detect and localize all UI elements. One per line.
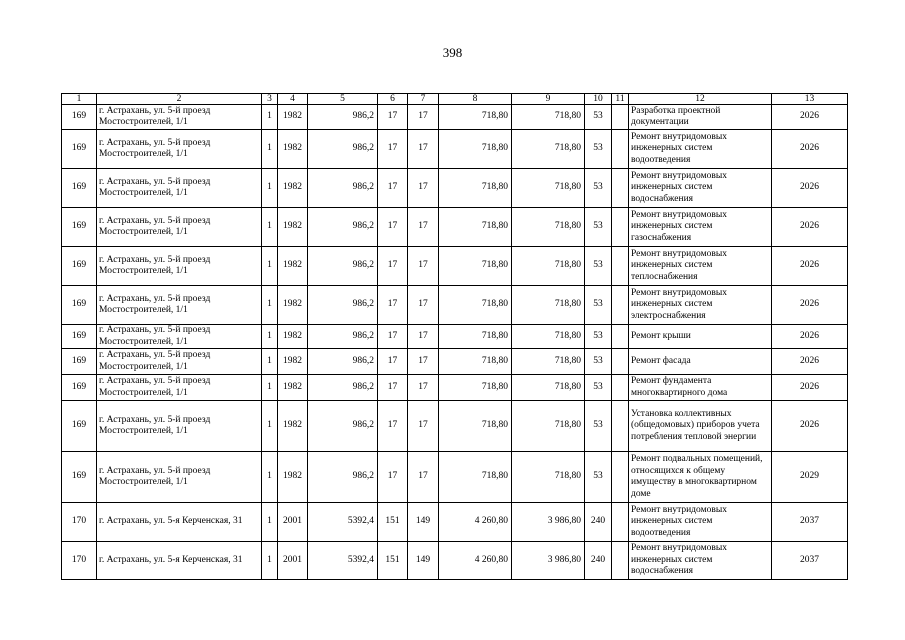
address-cell: г. Астрахань, ул. 5-й проезд Мостостроителей, 1/1: [97, 452, 262, 503]
col10-cell: 53: [585, 452, 612, 503]
col9-cell: 718,80: [512, 208, 585, 247]
work-type-cell: Ремонт фасада: [629, 349, 772, 375]
table-row: [62, 169, 848, 208]
col7-cell: 17: [408, 208, 439, 247]
year-cell: 1982: [278, 208, 308, 247]
work-type-cell: Ремонт внутридомовых инженерных систем водоснабжения: [629, 542, 772, 580]
col9-cell: 718,80: [512, 325, 585, 349]
year-cell: 1982: [278, 349, 308, 375]
address-cell: г. Астрахань, ул. 5-й проезд Мостостроителей, 1/1: [97, 375, 262, 401]
year-of-work-cell: 2026: [772, 286, 848, 325]
area-cell: 5392,4: [308, 503, 378, 542]
col3-cell: 1: [262, 542, 278, 580]
col6-cell: 17: [378, 286, 408, 325]
col9-cell: 718,80: [512, 286, 585, 325]
address-cell: г. Астрахань, ул. 5-й проезд Мостостроителей, 1/1: [97, 325, 262, 349]
row-number-cell: 169: [62, 375, 97, 401]
col11-cell: [612, 247, 629, 286]
table-row: [62, 286, 848, 325]
col9-cell: 718,80: [512, 375, 585, 401]
col8-cell: 718,80: [439, 375, 512, 401]
work-type-cell: Ремонт внутридомовых инженерных систем водоотведения: [629, 130, 772, 169]
col6-cell: 17: [378, 247, 408, 286]
year-cell: 2001: [278, 503, 308, 542]
year-of-work-cell: 2026: [772, 105, 848, 130]
col11-cell: [612, 325, 629, 349]
table-row: [62, 542, 848, 580]
col9-cell: 718,80: [512, 169, 585, 208]
col6-cell: 17: [378, 325, 408, 349]
col3-cell: 1: [262, 325, 278, 349]
col10-cell: 53: [585, 130, 612, 169]
year-of-work-cell: 2029: [772, 452, 848, 503]
col8-cell: 718,80: [439, 105, 512, 130]
work-type-cell: Ремонт внутридомовых инженерных систем водоснабжения: [629, 169, 772, 208]
col9-cell: 718,80: [512, 105, 585, 130]
column-number: 8: [439, 94, 512, 105]
col7-cell: 17: [408, 325, 439, 349]
col11-cell: [612, 375, 629, 401]
column-number: 13: [772, 94, 848, 105]
col6-cell: 17: [378, 349, 408, 375]
work-type-cell: Ремонт внутридомовых инженерных систем теплоснабжения: [629, 247, 772, 286]
column-number: 11: [612, 94, 629, 105]
col8-cell: 4 260,80: [439, 542, 512, 580]
work-type-cell: Разработка проектной документации: [629, 105, 772, 130]
row-number-cell: 169: [62, 325, 97, 349]
address-cell: г. Астрахань, ул. 5-й проезд Мостостроителей, 1/1: [97, 169, 262, 208]
area-cell: 986,2: [308, 325, 378, 349]
year-of-work-cell: 2026: [772, 130, 848, 169]
address-cell: г. Астрахань, ул. 5-й проезд Мостостроителей, 1/1: [97, 401, 262, 452]
col3-cell: 1: [262, 169, 278, 208]
col10-cell: 53: [585, 208, 612, 247]
work-type-cell: Ремонт фундамента многоквартирного дома: [629, 375, 772, 401]
year-of-work-cell: 2037: [772, 503, 848, 542]
area-cell: 986,2: [308, 286, 378, 325]
area-cell: 986,2: [308, 247, 378, 286]
table-row: [62, 130, 848, 169]
address-cell: г. Астрахань, ул. 5-й проезд Мостостроителей, 1/1: [97, 286, 262, 325]
col10-cell: 53: [585, 325, 612, 349]
col6-cell: 17: [378, 105, 408, 130]
col9-cell: 718,80: [512, 247, 585, 286]
year-cell: 1982: [278, 375, 308, 401]
address-cell: г. Астрахань, ул. 5-я Керченская, 31: [97, 503, 262, 542]
col3-cell: 1: [262, 105, 278, 130]
row-number-cell: 169: [62, 105, 97, 130]
col8-cell: 718,80: [439, 130, 512, 169]
col10-cell: 53: [585, 375, 612, 401]
col10-cell: 53: [585, 247, 612, 286]
row-number-cell: 169: [62, 130, 97, 169]
col11-cell: [612, 401, 629, 452]
col8-cell: 718,80: [439, 169, 512, 208]
col11-cell: [612, 503, 629, 542]
col6-cell: 151: [378, 503, 408, 542]
col3-cell: 1: [262, 452, 278, 503]
column-number: 12: [629, 94, 772, 105]
col6-cell: 17: [378, 208, 408, 247]
col8-cell: 718,80: [439, 452, 512, 503]
table-row: [62, 375, 848, 401]
col10-cell: 53: [585, 349, 612, 375]
col9-cell: 718,80: [512, 349, 585, 375]
row-number-cell: 169: [62, 349, 97, 375]
column-number: 1: [62, 94, 97, 105]
col10-cell: 53: [585, 105, 612, 130]
col11-cell: [612, 208, 629, 247]
column-number-row: [62, 94, 848, 105]
year-of-work-cell: 2026: [772, 349, 848, 375]
col11-cell: [612, 105, 629, 130]
col6-cell: 17: [378, 452, 408, 503]
col7-cell: 149: [408, 542, 439, 580]
table-row: [62, 503, 848, 542]
column-number: 9: [512, 94, 585, 105]
work-type-cell: Ремонт внутридомовых инженерных систем водоотведения: [629, 503, 772, 542]
area-cell: 986,2: [308, 130, 378, 169]
table-row: [62, 105, 848, 130]
year-of-work-cell: 2026: [772, 247, 848, 286]
col8-cell: 718,80: [439, 401, 512, 452]
year-cell: 1982: [278, 325, 308, 349]
col8-cell: 718,80: [439, 349, 512, 375]
work-type-cell: Ремонт внутридомовых инженерных систем электроснабжения: [629, 286, 772, 325]
table-row: [62, 247, 848, 286]
table-row: [62, 208, 848, 247]
row-number-cell: 170: [62, 503, 97, 542]
col10-cell: 240: [585, 542, 612, 580]
col10-cell: 240: [585, 503, 612, 542]
col9-cell: 718,80: [512, 130, 585, 169]
year-cell: 2001: [278, 542, 308, 580]
table-row: [62, 325, 848, 349]
table-row: [62, 401, 848, 452]
row-number-cell: 170: [62, 542, 97, 580]
col8-cell: 718,80: [439, 325, 512, 349]
col8-cell: 718,80: [439, 208, 512, 247]
table-row: [62, 452, 848, 503]
col11-cell: [612, 542, 629, 580]
col7-cell: 17: [408, 375, 439, 401]
col9-cell: 718,80: [512, 401, 585, 452]
col7-cell: 17: [408, 452, 439, 503]
col6-cell: 151: [378, 542, 408, 580]
col11-cell: [612, 130, 629, 169]
area-cell: 986,2: [308, 401, 378, 452]
area-cell: 986,2: [308, 452, 378, 503]
year-cell: 1982: [278, 286, 308, 325]
col10-cell: 53: [585, 169, 612, 208]
col11-cell: [612, 169, 629, 208]
year-of-work-cell: 2026: [772, 208, 848, 247]
area-cell: 986,2: [308, 349, 378, 375]
col11-cell: [612, 286, 629, 325]
year-cell: 1982: [278, 401, 308, 452]
row-number-cell: 169: [62, 169, 97, 208]
col8-cell: 4 260,80: [439, 503, 512, 542]
row-number-cell: 169: [62, 452, 97, 503]
area-cell: 5392,4: [308, 542, 378, 580]
work-type-cell: Ремонт внутридомовых инженерных систем газоснабжения: [629, 208, 772, 247]
col10-cell: 53: [585, 401, 612, 452]
work-type-cell: Установка коллективных (общедомовых) приборов учета потребления тепловой энергии: [629, 401, 772, 452]
col11-cell: [612, 349, 629, 375]
area-cell: 986,2: [308, 375, 378, 401]
col7-cell: 17: [408, 349, 439, 375]
year-cell: 1982: [278, 169, 308, 208]
year-cell: 1982: [278, 247, 308, 286]
address-cell: г. Астрахань, ул. 5-я Керченская, 31: [97, 542, 262, 580]
col9-cell: 3 986,80: [512, 542, 585, 580]
area-cell: 986,2: [308, 208, 378, 247]
col7-cell: 17: [408, 247, 439, 286]
address-cell: г. Астрахань, ул. 5-й проезд Мостостроителей, 1/1: [97, 130, 262, 169]
address-cell: г. Астрахань, ул. 5-й проезд Мостостроителей, 1/1: [97, 247, 262, 286]
row-number-cell: 169: [62, 208, 97, 247]
year-of-work-cell: 2026: [772, 169, 848, 208]
col6-cell: 17: [378, 169, 408, 208]
year-of-work-cell: 2026: [772, 375, 848, 401]
col11-cell: [612, 452, 629, 503]
table-row: [62, 349, 848, 375]
col7-cell: 17: [408, 401, 439, 452]
address-cell: г. Астрахань, ул. 5-й проезд Мостостроителей, 1/1: [97, 105, 262, 130]
year-cell: 1982: [278, 452, 308, 503]
col10-cell: 53: [585, 286, 612, 325]
col3-cell: 1: [262, 349, 278, 375]
area-cell: 986,2: [308, 169, 378, 208]
col7-cell: 17: [408, 105, 439, 130]
column-number: 2: [97, 94, 262, 105]
col8-cell: 718,80: [439, 247, 512, 286]
year-of-work-cell: 2026: [772, 401, 848, 452]
col7-cell: 17: [408, 286, 439, 325]
col3-cell: 1: [262, 401, 278, 452]
year-of-work-cell: 2037: [772, 542, 848, 580]
col3-cell: 1: [262, 247, 278, 286]
repair-program-table: [61, 93, 848, 580]
col9-cell: 3 986,80: [512, 503, 585, 542]
year-of-work-cell: 2026: [772, 325, 848, 349]
col8-cell: 718,80: [439, 286, 512, 325]
address-cell: г. Астрахань, ул. 5-й проезд Мостостроителей, 1/1: [97, 349, 262, 375]
column-number: 3: [262, 94, 278, 105]
work-type-cell: Ремонт подвальных помещений, относящихся к общему имуществу в многоквартирном доме: [629, 452, 772, 503]
year-cell: 1982: [278, 130, 308, 169]
col6-cell: 17: [378, 375, 408, 401]
col3-cell: 1: [262, 503, 278, 542]
row-number-cell: 169: [62, 286, 97, 325]
year-cell: 1982: [278, 105, 308, 130]
col6-cell: 17: [378, 401, 408, 452]
page-number: 398: [442, 45, 463, 60]
area-cell: 986,2: [308, 105, 378, 130]
column-number: 5: [308, 94, 378, 105]
col9-cell: 718,80: [512, 452, 585, 503]
col3-cell: 1: [262, 286, 278, 325]
col7-cell: 149: [408, 503, 439, 542]
col3-cell: 1: [262, 375, 278, 401]
column-number: 10: [585, 94, 612, 105]
col6-cell: 17: [378, 130, 408, 169]
col3-cell: 1: [262, 130, 278, 169]
col7-cell: 17: [408, 130, 439, 169]
column-number: 4: [278, 94, 308, 105]
work-type-cell: Ремонт крыши: [629, 325, 772, 349]
address-cell: г. Астрахань, ул. 5-й проезд Мостостроителей, 1/1: [97, 208, 262, 247]
row-number-cell: 169: [62, 401, 97, 452]
column-number: 7: [408, 94, 439, 105]
col3-cell: 1: [262, 208, 278, 247]
row-number-cell: 169: [62, 247, 97, 286]
col7-cell: 17: [408, 169, 439, 208]
column-number: 6: [378, 94, 408, 105]
